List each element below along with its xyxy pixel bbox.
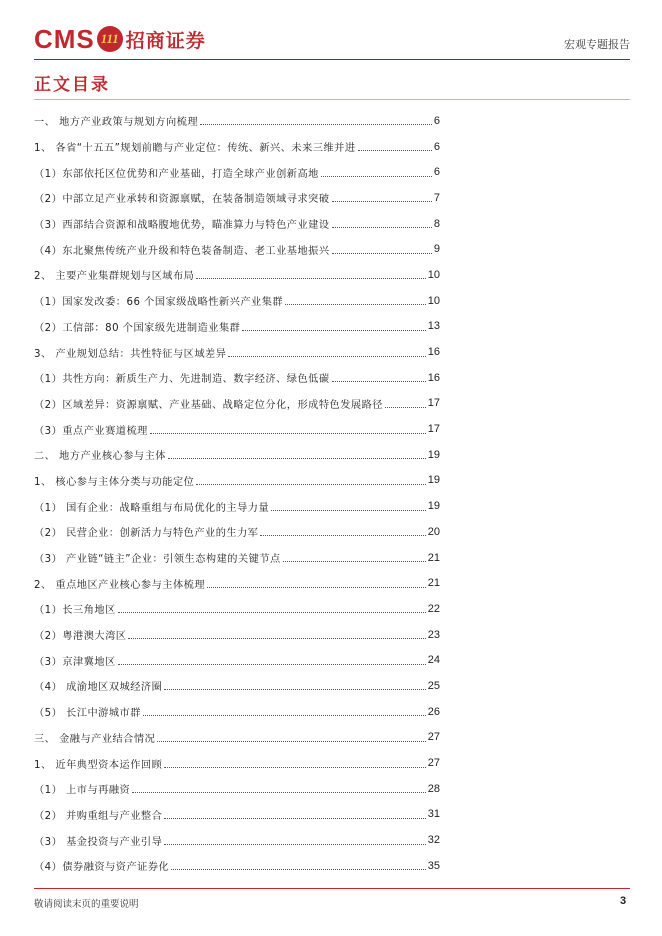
toc-entry[interactable] bbox=[34, 776, 440, 802]
toc-entry[interactable] bbox=[34, 185, 440, 211]
toc-leader-dots bbox=[285, 304, 426, 305]
toc-leader-dots bbox=[242, 330, 425, 331]
toc-leader-dots bbox=[132, 792, 426, 793]
header-divider bbox=[34, 59, 630, 60]
toc-entry[interactable] bbox=[34, 134, 440, 160]
toc-entry[interactable] bbox=[34, 570, 440, 596]
toc-entry-page: 28 bbox=[427, 782, 440, 795]
toc-entry-label: （4） 成渝地区双城经济圈 bbox=[34, 682, 163, 694]
toc-entry-label: （1）国家发改委：66 个国家级战略性新兴产业集群 bbox=[34, 297, 284, 309]
toc-title: 正文目录 bbox=[34, 75, 110, 95]
toc-entry-label: 1、 近年典型资本运作回顾 bbox=[34, 759, 163, 771]
toc-entry[interactable] bbox=[34, 725, 440, 751]
toc-entry-label: 二、 地方产业核心参与主体 bbox=[34, 451, 166, 463]
toc-entry-label: （4）债券融资与资产证券化 bbox=[34, 862, 170, 874]
toc-entry-page: 19 bbox=[427, 500, 440, 513]
toc-entry-page: 27 bbox=[427, 731, 440, 744]
toc-entry-label: （2）工信部：80 个国家级先进制造业集群 bbox=[34, 322, 241, 334]
toc-entry[interactable] bbox=[34, 622, 440, 648]
toc-leader-dots bbox=[358, 150, 432, 151]
toc-entry[interactable] bbox=[34, 673, 440, 699]
title-divider bbox=[34, 99, 630, 100]
toc-entry-label: （2） 并购重组与产业整合 bbox=[34, 810, 163, 822]
toc-entry-page: 27 bbox=[427, 757, 440, 770]
toc-entry-page: 6 bbox=[433, 166, 440, 179]
toc-leader-dots bbox=[196, 278, 425, 279]
cms-logo bbox=[34, 24, 206, 54]
toc-entry-label: （3）京津冀地区 bbox=[34, 656, 116, 668]
toc-entry-page: 10 bbox=[427, 294, 440, 307]
toc-leader-dots bbox=[157, 741, 425, 742]
toc-leader-dots bbox=[164, 767, 425, 768]
toc-leader-dots bbox=[332, 381, 426, 382]
toc-entry[interactable] bbox=[34, 442, 440, 468]
toc-entry[interactable] bbox=[34, 236, 440, 262]
toc-entry-label: （1） 国有企业：战略重组与布局优化的主导力量 bbox=[34, 502, 270, 514]
toc-entry-page: 7 bbox=[433, 191, 440, 204]
toc-entry[interactable] bbox=[34, 314, 440, 340]
toc-entry-label: （2）中部立足产业承转和资源禀赋，在装备制造领域寻求突破 bbox=[34, 194, 330, 206]
toc-entry-page: 19 bbox=[427, 448, 440, 461]
toc-entry-page: 6 bbox=[433, 114, 440, 127]
toc-entry[interactable] bbox=[34, 853, 440, 879]
toc-entry-page: 16 bbox=[427, 346, 440, 359]
toc-leader-dots bbox=[271, 510, 426, 511]
toc-entry-label: 1、 核心参与主体分类与功能定位 bbox=[34, 476, 195, 488]
toc-leader-dots bbox=[200, 124, 432, 125]
toc-entry-page: 25 bbox=[427, 679, 440, 692]
toc-leader-dots bbox=[283, 561, 426, 562]
toc-entry[interactable] bbox=[34, 339, 440, 365]
toc-entry-page: 24 bbox=[427, 654, 440, 667]
toc-entry-label: （3）西部结合资源和战略腹地优势，瞄准算力与特色产业建设 bbox=[34, 220, 330, 232]
toc-entry[interactable] bbox=[34, 159, 440, 185]
toc-entry-label: （3） 基金投资与产业引导 bbox=[34, 836, 163, 848]
toc-entry-page: 23 bbox=[427, 628, 440, 641]
toc-entry-label: 2、 主要产业集群规划与区域布局 bbox=[34, 271, 195, 283]
toc-entry-label: 2、 重点地区产业核心参与主体梳理 bbox=[34, 579, 206, 591]
toc-entry-page: 13 bbox=[427, 320, 440, 333]
toc-entry[interactable] bbox=[34, 802, 440, 828]
toc-entry-page: 31 bbox=[427, 808, 440, 821]
toc-entry-page: 32 bbox=[427, 834, 440, 847]
toc-entry-label: 1、 各省“十五五”规划前瞻与产业定位：传统、新兴、未来三维并进 bbox=[34, 143, 356, 155]
toc-entry[interactable] bbox=[34, 827, 440, 853]
toc-entry-label: 3、 产业规划总结：共性特征与区域差异 bbox=[34, 348, 227, 360]
footer-divider bbox=[34, 888, 630, 889]
logo-cms-text: CMS bbox=[34, 23, 95, 54]
toc-entry-page: 21 bbox=[427, 577, 440, 590]
toc-leader-dots bbox=[207, 587, 426, 588]
toc-entry-label: （2）区域差异：资源禀赋、产业基础、战略定位分化，形成特色发展路径 bbox=[34, 399, 383, 411]
toc-entry-page: 21 bbox=[427, 551, 440, 564]
toc-entry-label: （1）长三角地区 bbox=[34, 605, 116, 617]
toc-entry[interactable] bbox=[34, 468, 440, 494]
toc-leader-dots bbox=[260, 535, 425, 536]
toc-entry-label: （5） 长江中游城市群 bbox=[34, 708, 141, 720]
toc-entry-label: （3）重点产业赛道梳理 bbox=[34, 425, 148, 437]
toc-entry-page: 17 bbox=[427, 423, 440, 436]
toc-entry-page: 6 bbox=[433, 140, 440, 153]
toc-entry-label: （1）东部依托区位优势和产业基础，打造全球产业创新高地 bbox=[34, 168, 319, 180]
toc-entry-page: 16 bbox=[427, 371, 440, 384]
toc-leader-dots bbox=[168, 458, 426, 459]
toc-entry[interactable] bbox=[34, 699, 440, 725]
toc-leader-dots bbox=[150, 433, 426, 434]
toc-entry[interactable] bbox=[34, 545, 440, 571]
toc-entry[interactable] bbox=[34, 211, 440, 237]
toc-leader-dots bbox=[332, 227, 432, 228]
toc-entry-label: （3） 产业链“链主”企业：引领生态构建的关键节点 bbox=[34, 554, 281, 566]
toc-entry-page: 35 bbox=[427, 859, 440, 872]
toc-entry-page: 10 bbox=[427, 268, 440, 281]
toc-leader-dots bbox=[118, 612, 426, 613]
toc-entry[interactable] bbox=[34, 108, 440, 134]
toc-entry[interactable] bbox=[34, 262, 440, 288]
toc-entry-page: 17 bbox=[427, 397, 440, 410]
toc-leader-dots bbox=[196, 484, 425, 485]
toc-leader-dots bbox=[385, 407, 426, 408]
toc-entry[interactable] bbox=[34, 391, 440, 417]
toc-leader-dots bbox=[332, 201, 432, 202]
toc-entry[interactable] bbox=[34, 647, 440, 673]
toc-leader-dots bbox=[143, 715, 426, 716]
page-number: 3 bbox=[620, 895, 627, 907]
toc-entry-label: 三、 金融与产业结合情况 bbox=[34, 733, 156, 745]
toc-entry-label: 一、 地方产业政策与规划方向梳理 bbox=[34, 117, 199, 129]
report-type-label: 宏观专题报告 bbox=[564, 38, 630, 51]
toc-entry-label: （2） 民营企业：创新活力与特色产业的生力军 bbox=[34, 528, 259, 540]
toc-entry-page: 19 bbox=[427, 474, 440, 487]
toc-entry[interactable] bbox=[34, 519, 440, 545]
toc-leader-dots bbox=[228, 356, 425, 357]
toc-entry-page: 20 bbox=[427, 525, 440, 538]
toc-entry-page: 22 bbox=[427, 602, 440, 615]
toc-entry-page: 8 bbox=[433, 217, 440, 230]
toc-leader-dots bbox=[164, 818, 425, 819]
toc-leader-dots bbox=[118, 664, 426, 665]
page-header bbox=[34, 22, 630, 62]
toc-entry-label: （4）东北聚焦传统产业升级和特色装备制造、老工业基地振兴 bbox=[34, 245, 330, 257]
logo-company-name: 招商证券 bbox=[125, 29, 206, 52]
toc-entry-label: （1）共性方向：新质生产力、先进制造、数字经济、绿色低碳 bbox=[34, 374, 330, 386]
logo-badge-icon: 111 bbox=[97, 26, 123, 52]
toc-entry[interactable] bbox=[34, 365, 440, 391]
toc-entry[interactable] bbox=[34, 493, 440, 519]
toc-entry[interactable] bbox=[34, 288, 440, 314]
toc-entry-label: （1） 上市与再融资 bbox=[34, 785, 131, 797]
toc-entry-page: 26 bbox=[427, 705, 440, 718]
toc-entry[interactable] bbox=[34, 750, 440, 776]
toc-leader-dots bbox=[332, 253, 432, 254]
toc-entry[interactable] bbox=[34, 416, 440, 442]
toc-leader-dots bbox=[128, 638, 425, 639]
toc-leader-dots bbox=[164, 844, 425, 845]
footer-disclaimer: 敬请阅读末页的重要说明 bbox=[34, 899, 139, 910]
toc-entry[interactable] bbox=[34, 596, 440, 622]
table-of-contents bbox=[34, 108, 440, 879]
toc-leader-dots bbox=[164, 689, 425, 690]
toc-entry-label: （2）粤港澳大湾区 bbox=[34, 631, 127, 643]
toc-leader-dots bbox=[321, 176, 432, 177]
toc-entry-page: 9 bbox=[433, 243, 440, 256]
toc-leader-dots bbox=[171, 869, 426, 870]
